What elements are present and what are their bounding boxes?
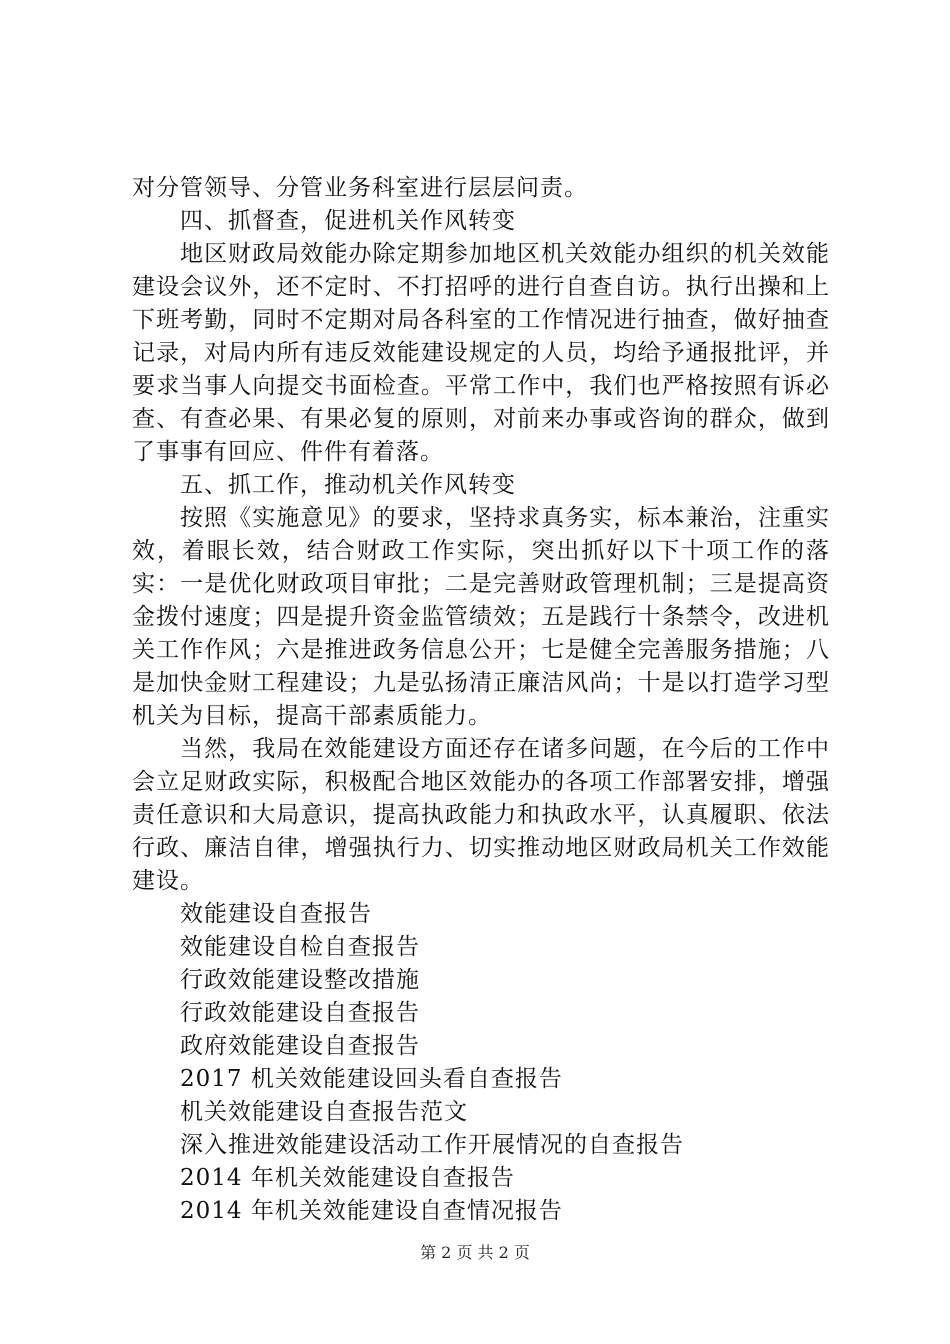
body-paragraph-work: 按照《实施意见》的要求，坚持求真务实，标本兼治，注重实效，着眼长效，结合财政工作实际，突出抓好以下十项工作的落实：一是优化财政项目审批；二是完善财政管理机制；三是提高资金拨付速度；四是提升资金监管绩效；五是践行十条禁令，改进机关工作作风；六是推进政务信息公开；七是健全完善服务措施；八是加快金财工程建设；九是弘扬清正廉洁风尚；十是以打造学习型机关为目标，提高干部素质能力。 [132, 505, 830, 729]
related-title-item: 深入推进效能建设活动工作开展情况的自查报告 [180, 1132, 684, 1158]
document-body [132, 172, 830, 1228]
related-title-item: 2014 年机关效能建设自查报告 [180, 1165, 515, 1191]
related-title-item: 2014 年机关效能建设自查情况报告 [180, 1198, 563, 1224]
related-title-item: 效能建设自查报告 [180, 901, 372, 927]
related-title-item: 2017 机关效能建设回头看自查报告 [180, 1066, 563, 1092]
body-paragraph-supervision: 地区财政局效能办除定期参加地区机关效能办组织的机关效能建设会议外，还不定时、不打招呼的进行自查自访。执行出操和上下班考勤，同时不定期对局各科室的工作情况进行抽查，做好抽查记录，对局内所有违反效能建设规定的人员，均给予通报批评，并要求当事人向提交书面检查。平常工作中，我们也严格按照有诉必查、有查必果、有果必复的原则，对前来办事或咨询的群众，做到了事事有回应、件件有着落。 [132, 241, 830, 465]
body-paragraph-continuation: 对分管领导、分管业务科室进行层层问责。 [132, 175, 588, 201]
related-title-item: 机关效能建设自查报告范文 [180, 1099, 468, 1125]
related-titles-list [132, 898, 830, 1228]
section-heading-4: 四、抓督查，促进机关作风转变 [180, 208, 516, 234]
related-title-item: 政府效能建设自查报告 [180, 1033, 420, 1059]
related-title-item: 行政效能建设自查报告 [180, 1000, 420, 1026]
related-title-item: 行政效能建设整改措施 [180, 967, 420, 993]
page-footer: 第 2 页 共 2 页 [420, 1243, 530, 1262]
section-heading-5: 五、抓工作，推动机关作风转变 [180, 472, 516, 498]
body-paragraph-conclusion: 当然，我局在效能建设方面还存在诸多问题，在今后的工作中会立足财政实际，积极配合地区效能办的各项工作部署安排，增强责任意识和大局意识，提高执政能力和执政水平，认真履职、依法行政、廉洁自律，增强执行力、切实推动地区财政局机关工作效能建设。 [132, 736, 830, 894]
related-title-item: 效能建设自检自查报告 [180, 934, 420, 960]
